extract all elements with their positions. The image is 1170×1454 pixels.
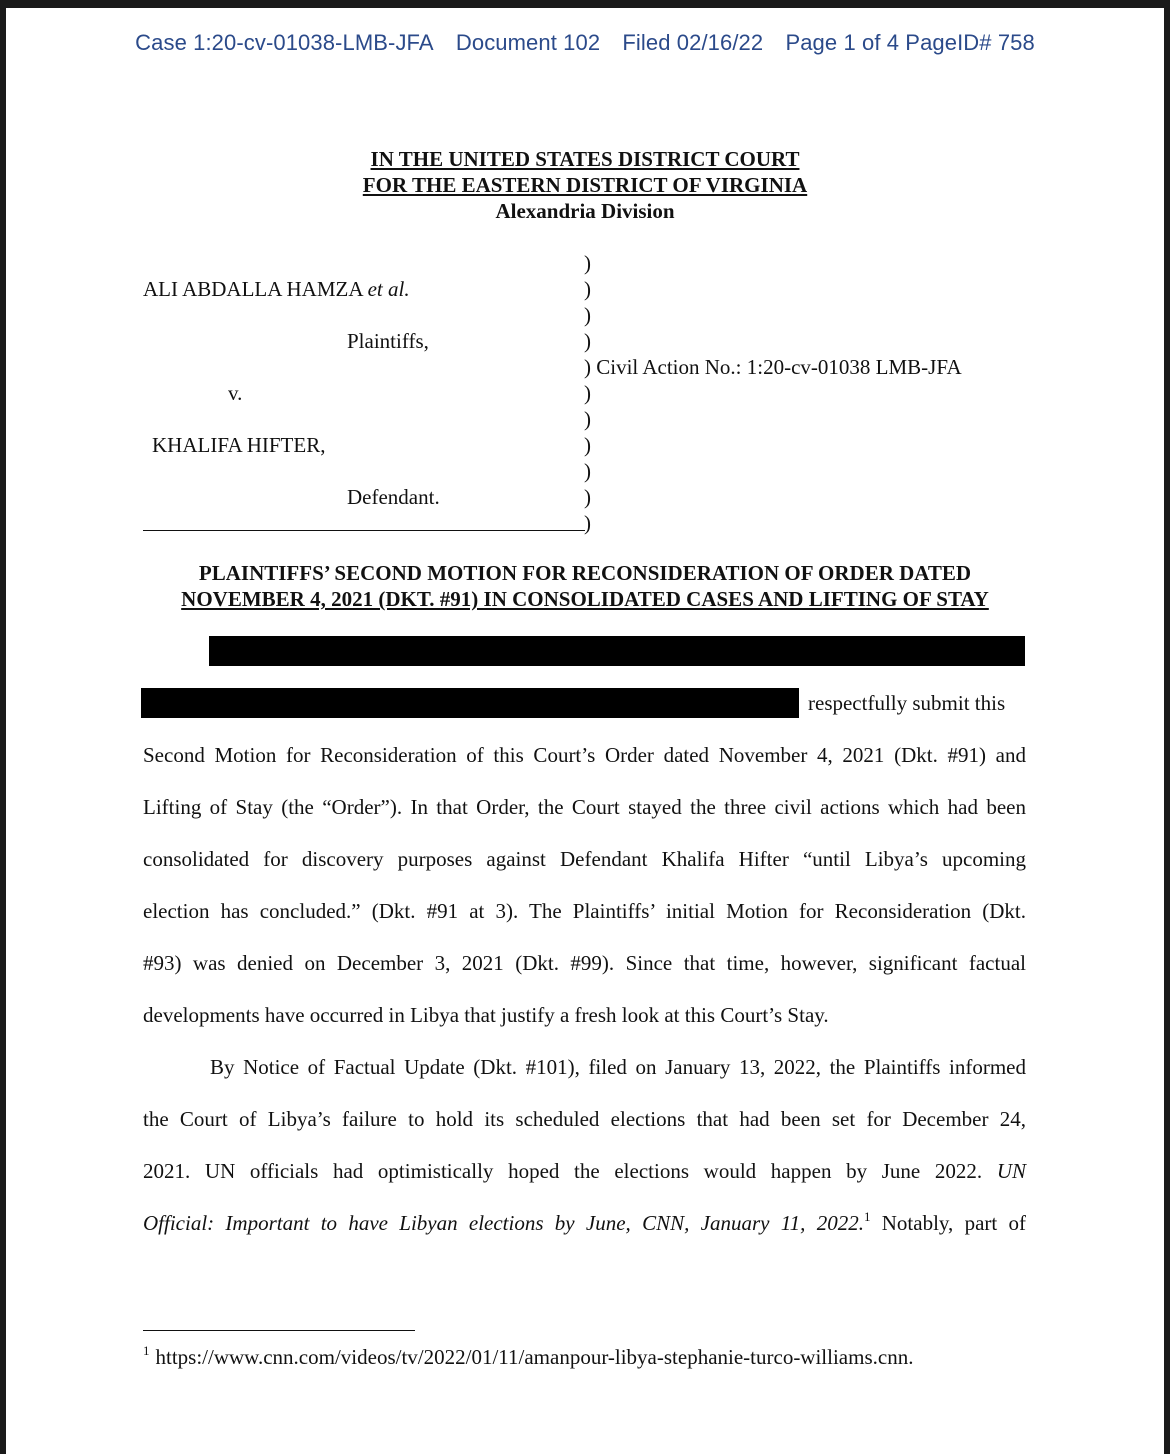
versus-label: v. (228, 381, 243, 405)
caption-paren: ) (584, 511, 591, 535)
caption-paren: ) (584, 459, 591, 483)
redaction-bar (141, 688, 799, 718)
caption-paren: ) (584, 485, 591, 509)
document-number: Document 102 (455, 30, 601, 55)
footnote-number: 1 (143, 1343, 150, 1358)
redaction-bar (209, 636, 1025, 666)
case-citation: UN (996, 1159, 1026, 1183)
case-citation: Official: Important to have Libyan elections by June, CNN, January 11, 2022. (143, 1211, 864, 1235)
civil-action-number: Civil Action No.: 1:20-cv-01038 LMB-JFA (596, 355, 962, 379)
defendant-name: KHALIFA HIFTER, (152, 433, 326, 457)
body-line: election has concluded.” (Dkt. #91 at 3). The Plaintiffs’ initial Motion for Reconsideration (Dkt. (143, 899, 1026, 923)
plaintiff-name: ALI ABDALLA HAMZA et al. (143, 277, 410, 301)
footnote-rule (143, 1330, 415, 1331)
motion-title-line1: PLAINTIFFS’ SECOND MOTION FOR RECONSIDERATION OF ORDER DATED (198, 561, 972, 585)
body-line: 2021. UN officials had optimistically hoped the elections would happen by June 2022. UN (143, 1159, 1026, 1183)
body-line: the Court of Libya’s failure to hold its scheduled elections that had been set for December 24, (143, 1107, 1026, 1131)
motion-title-line2: NOVEMBER 4, 2021 (DKT. #91) IN CONSOLIDATED CASES AND LIFTING OF STAY (181, 587, 989, 611)
plaintiffs-label: Plaintiffs, (347, 329, 429, 353)
body-line: By Notice of Factual Update (Dkt. #101), filed on January 13, 2022, the Plaintiffs informed (210, 1055, 1026, 1079)
caption-rule (143, 530, 585, 531)
court-heading (0, 146, 1170, 224)
body-line: Official: Important to have Libyan elections by June, CNN, January 11, 2022.$^1$ Notably, part of (143, 1209, 1027, 1235)
et-al: et al. (367, 277, 410, 301)
caption-paren: ) (584, 329, 591, 353)
body-line: Second Motion for Reconsideration of this Court’s Order dated November 4, 2021 (Dkt. #91) and (143, 743, 1026, 767)
court-division: Alexandria Division (495, 199, 675, 223)
civil-action-line: ) Civil Action No.: 1:20-cv-01038 LMB-JFA (584, 355, 962, 379)
body-line: consolidated for discovery purposes against Defendant Khalifa Hifter “until Libya’s upcoming (143, 847, 1026, 871)
filed-date: Filed 02/16/22 (622, 30, 764, 55)
caption-paren: ) (584, 407, 591, 431)
caption-paren: ) (584, 303, 591, 327)
body-line: developments have occurred in Libya that justify a fresh look at this Court’s Stay. (143, 1003, 829, 1027)
body-line: Lifting of Stay (the “Order”). In that Order, the Court stayed the three civil actions which had been (143, 795, 1026, 819)
caption-paren: ) (584, 277, 591, 301)
motion-title (0, 560, 1170, 612)
ecf-header-stamp (0, 30, 1170, 56)
court-name: IN THE UNITED STATES DISTRICT COURT (370, 147, 800, 171)
defendant-label: Defendant. (347, 485, 440, 509)
document-page (6, 8, 1164, 1454)
case-number: Case 1:20-cv-01038-LMB-JFA (135, 30, 434, 55)
page-info: Page 1 of 4 PageID# 758 (785, 30, 1035, 55)
caption-paren: ) (584, 433, 591, 457)
footnote-url[interactable]: https://www.cnn.com/videos/tv/2022/01/11/amanpour-libya-stephanie-turco-williams.cnn. (155, 1345, 914, 1369)
body-line-1-tail: respectfully submit this (808, 691, 1006, 715)
footnote-ref: 1 (863, 1209, 871, 1224)
caption-paren: ) (584, 381, 591, 405)
footnote (143, 1345, 913, 1370)
caption-paren: ) (584, 251, 591, 275)
court-district: FOR THE EASTERN DISTRICT OF VIRGINIA (362, 173, 808, 197)
body-line: #93) was denied on December 3, 2021 (Dkt. #99). Since that time, however, significant factual (143, 951, 1026, 975)
